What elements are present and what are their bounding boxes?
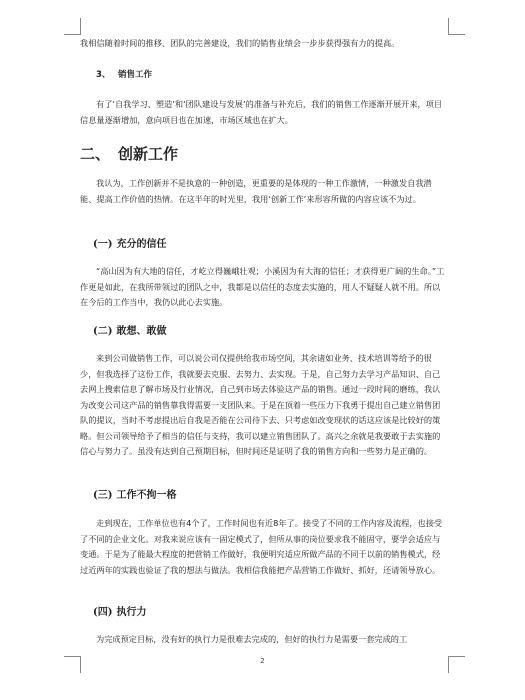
heading-title: 销售工作 bbox=[118, 70, 153, 80]
subheading-trust bbox=[93, 235, 166, 250]
paragraph-flexible: 走到现在，工作单位也有4个了，工作时间也有近8年了。接受了不同的工作内容及流程，也接受了不同的企业文化。对我来说应该有一固定模式了，但所从事的岗位要求我不能固守，要学会适应与变通。于是为了能最大程度的把营销工作做好，我便明究适应所做产品的不同于以前的销售模式，经过近两年的实践也验证了我的想法与做法。我相信我能把产品营销工作做好、抓好，还请领导放心。 bbox=[80, 518, 443, 575]
heading-sales-work bbox=[96, 68, 152, 80]
subheading-title: 敢想、敢做 bbox=[116, 326, 167, 337]
heading-number: 3、 bbox=[96, 70, 111, 80]
subheading-number: (二) bbox=[93, 326, 113, 337]
subheading-execution bbox=[93, 603, 146, 618]
section-number: 二、 bbox=[80, 145, 111, 163]
subheading-title: 充分的信任 bbox=[116, 239, 167, 250]
subheading-title: 工作不拘一格 bbox=[116, 490, 177, 501]
subheading-dare bbox=[93, 322, 166, 337]
paragraph-dare: 来到公司做销售工作，可以说公司仅提供给我市场空间，其余诸如业务、技术培训等给予的很少，但我选择了这份工作，我就要去克服、去努力、去实现。于是，自己努力去学习产品知识、自己去网上搜索信息了解市场及行业情况，自己到市场去体验这产品的销售。通过一段时间的磨练，我认为改变公司这产品的销售靠我得需要一支团队来。于是在顶着一些压力下我勇于提出自己建立销售团队的提议，当时不考虑提出后自我是否能在公司待下去、只考虑如改变现状的话这应该是比较好的策略。但公司领导给予了相当的信任与支持，我可以建立销售团队了。高兴之余就是我要敢于去实施的信心与努力了。虽没有达到自己预期目标，但时间还是证明了我的销售方向和一些努力是正确的。 bbox=[80, 353, 441, 456]
page-number: 2 bbox=[260, 657, 265, 665]
subheading-number: (四) bbox=[93, 607, 113, 618]
subheading-number: (三) bbox=[93, 490, 113, 501]
subheading-flexible bbox=[93, 486, 176, 501]
paragraph-innovation: 我认为，工作创新并不是执意的一种创造，更重要的是体现的一种工作激情，一种激发自我潜能、提高工作价值的热情。在这半年的时光里，我用‘创新工作’来形容所做的内容应该不为过。 bbox=[80, 178, 432, 204]
crop-mark-top-left bbox=[64, 18, 81, 35]
crop-mark-top-right bbox=[448, 18, 465, 35]
paragraph-sales: 有了‘自我学习、塑造’和‘团队建设与发展’的准备与补充后，我们的销售工作逐渐开展开来，项目信息量逐渐增加，意向项目也在加速，市场区域也在扩大。 bbox=[80, 99, 443, 125]
subheading-number: (一) bbox=[93, 239, 113, 250]
section-title: 创新工作 bbox=[118, 145, 179, 163]
paragraph-trust: “高山因为有大地的信任，才屹立得巍峨壮观；小溪因为有大海的信任；才获得更广阔的生命。”工作更是如此，在我所带领过的团队之中，我都是以信任的态度去实施的，用人不疑疑人就不用。所以在今后的工作当中，我仍以此心去实施。 bbox=[80, 266, 445, 307]
section-heading-innovation bbox=[80, 143, 178, 164]
subheading-title: 执行力 bbox=[116, 607, 147, 618]
paragraph-execution: 为完成预定目标，没有好的执行力是很难去完成的，但好的执行力是需要一套完成的工 bbox=[96, 634, 408, 644]
paragraph-continuation: 我相信随着时间的推移、团队的完善建设，我们的销售业绩会一步步获得强有力的提高。 bbox=[80, 38, 400, 48]
